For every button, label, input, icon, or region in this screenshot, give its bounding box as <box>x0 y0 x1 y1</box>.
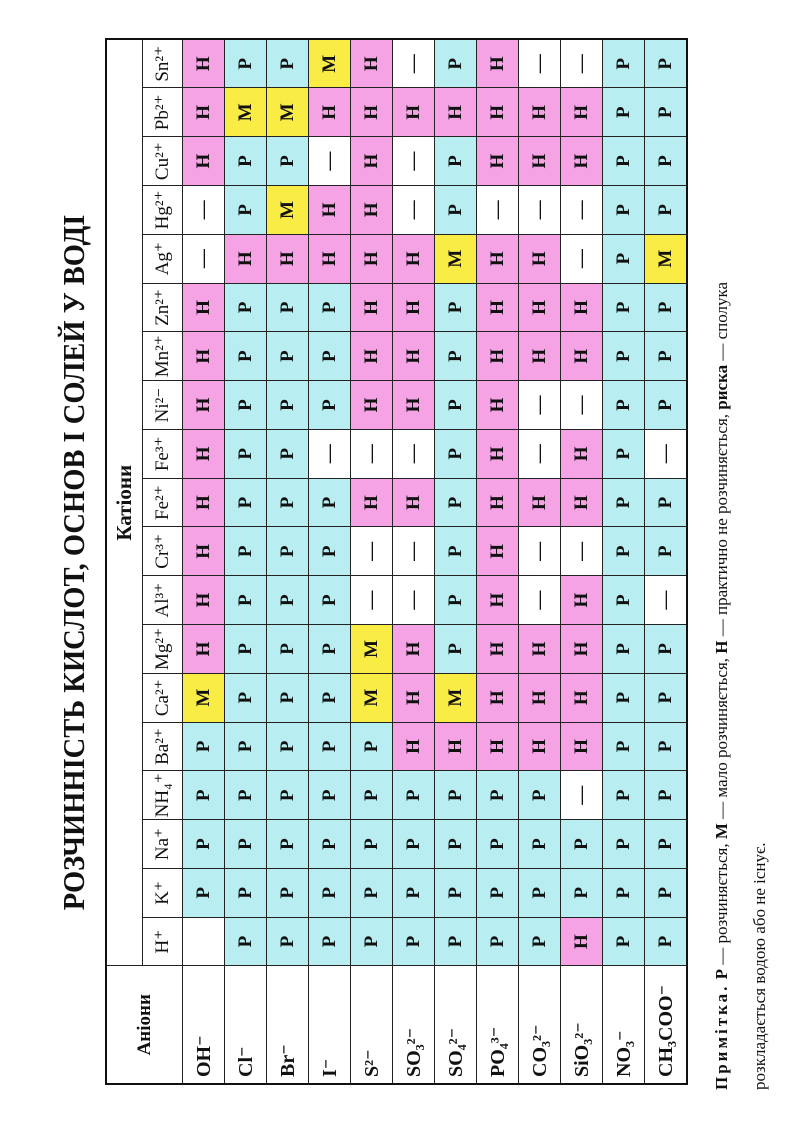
solubility-cell: Р <box>603 381 645 430</box>
table-row <box>561 39 603 1084</box>
solubility-cell: — <box>561 234 603 283</box>
solubility-cell: М <box>351 625 393 674</box>
note-p-symbol: Р <box>712 968 731 980</box>
solubility-cell: Р <box>645 625 688 674</box>
page-title: РОЗЧИННІСТЬ КИСЛОТ, ОСНОВ І СОЛЕЙ У ВОДІ <box>56 214 91 911</box>
anion-label: SO₄²⁻ <box>435 966 477 1084</box>
solubility-cell: Н <box>519 625 561 674</box>
solubility-cell: Н <box>519 332 561 381</box>
solubility-cell: Р <box>603 820 645 869</box>
solubility-cell: Н <box>519 478 561 527</box>
solubility-cell: Р <box>645 478 688 527</box>
solubility-cell: — <box>519 186 561 235</box>
solubility-cell: Р <box>645 917 688 966</box>
solubility-cell: М <box>225 88 267 137</box>
solubility-cell: Н <box>309 186 351 235</box>
solubility-cell: М <box>435 673 477 722</box>
solubility-cell: Р <box>225 381 267 430</box>
solubility-cell: Н <box>477 478 519 527</box>
solubility-cell: М <box>309 39 351 88</box>
cation-label: Mg²⁺ <box>143 625 183 674</box>
solubility-cell: Р <box>225 673 267 722</box>
solubility-cell: Р <box>267 673 309 722</box>
solubility-cell: Н <box>351 332 393 381</box>
solubility-cell: Р <box>351 917 393 966</box>
solubility-cell: Н <box>519 137 561 186</box>
solubility-cell: — <box>351 527 393 576</box>
solubility-cell: Р <box>603 673 645 722</box>
table-row <box>393 39 435 1084</box>
solubility-cell: Н <box>561 88 603 137</box>
cation-label: Cu²⁺ <box>143 137 183 186</box>
table-row <box>603 39 645 1084</box>
solubility-cell: М <box>645 234 688 283</box>
solubility-cell: Н <box>183 527 225 576</box>
solubility-cell: — <box>561 186 603 235</box>
anion-label: S²⁻ <box>351 966 393 1084</box>
solubility-cell: Р <box>309 625 351 674</box>
solubility-cell: Н <box>351 39 393 88</box>
solubility-cell: — <box>393 137 435 186</box>
solubility-cell: Р <box>267 381 309 430</box>
solubility-cell: Р <box>519 868 561 917</box>
cation-label: H⁺ <box>143 917 183 966</box>
solubility-cell: Р <box>267 868 309 917</box>
solubility-cell: Р <box>267 625 309 674</box>
solubility-cell <box>183 917 225 966</box>
solubility-cell: Н <box>477 137 519 186</box>
solubility-cell: — <box>393 527 435 576</box>
solubility-cell: М <box>351 673 393 722</box>
solubility-cell: Р <box>603 234 645 283</box>
solubility-cell: Н <box>561 478 603 527</box>
solubility-cell: Н <box>477 625 519 674</box>
solubility-cell: Р <box>309 576 351 625</box>
solubility-cell: Р <box>267 917 309 966</box>
footnote-line-2: розкладається водою або не існує. <box>750 842 769 1090</box>
solubility-cell: Н <box>393 625 435 674</box>
anion-label: Cl⁻ <box>225 966 267 1084</box>
solubility-cell: Р <box>225 186 267 235</box>
solubility-cell: Н <box>561 917 603 966</box>
solubility-cell: Н <box>267 234 309 283</box>
solubility-cell: Р <box>183 820 225 869</box>
solubility-cell: Р <box>519 771 561 820</box>
solubility-cell: Н <box>183 381 225 430</box>
table-row <box>645 39 688 1084</box>
cation-label: Cr³⁺ <box>143 527 183 576</box>
solubility-cell: Н <box>477 527 519 576</box>
solubility-cell: Р <box>603 722 645 771</box>
table-row <box>309 39 351 1084</box>
solubility-cell: Р <box>225 283 267 332</box>
solubility-cell: Н <box>351 381 393 430</box>
solubility-cell: Н <box>477 673 519 722</box>
table-row <box>435 39 477 1084</box>
solubility-cell: Н <box>309 234 351 283</box>
solubility-cell: Р <box>645 137 688 186</box>
solubility-cell: — <box>519 381 561 430</box>
solubility-cell: Р <box>435 137 477 186</box>
solubility-cell: Н <box>519 234 561 283</box>
footnote <box>703 30 779 1090</box>
solubility-cell: Н <box>393 478 435 527</box>
solubility-cell: Р <box>225 478 267 527</box>
solubility-cell: Н <box>393 332 435 381</box>
solubility-cell: Р <box>603 868 645 917</box>
solubility-cell: Р <box>645 88 688 137</box>
solubility-cell: Н <box>477 39 519 88</box>
solubility-cell: Р <box>477 917 519 966</box>
solubility-cell: Н <box>183 478 225 527</box>
solubility-cell: Р <box>309 283 351 332</box>
solubility-cell: М <box>267 88 309 137</box>
solubility-cell: Н <box>435 88 477 137</box>
solubility-cell: Р <box>225 917 267 966</box>
solubility-cell: Н <box>309 88 351 137</box>
cation-label: Al³⁺ <box>143 576 183 625</box>
solubility-cell: Р <box>267 771 309 820</box>
solubility-cell: Р <box>267 576 309 625</box>
note-n-symbol: Н <box>712 640 731 654</box>
solubility-cell: — <box>183 186 225 235</box>
solubility-cell: Р <box>309 673 351 722</box>
solubility-cell: Р <box>645 722 688 771</box>
solubility-cell: Н <box>393 283 435 332</box>
solubility-cell: — <box>561 381 603 430</box>
solubility-cell: — <box>519 429 561 478</box>
solubility-cell: Н <box>351 137 393 186</box>
cation-label: Pb²⁺ <box>143 88 183 137</box>
solubility-cell: Р <box>435 478 477 527</box>
cation-label: Ba²⁺ <box>143 722 183 771</box>
solubility-cell: Н <box>183 283 225 332</box>
solubility-cell: Р <box>309 917 351 966</box>
solubility-cell: — <box>393 429 435 478</box>
solubility-cell: Р <box>267 332 309 381</box>
cation-label: Hg²⁺ <box>143 186 183 235</box>
solubility-cell: Р <box>645 673 688 722</box>
solubility-cell: Р <box>393 771 435 820</box>
cation-label: K⁺ <box>143 868 183 917</box>
solubility-cell: Р <box>435 39 477 88</box>
solubility-cell: Р <box>267 820 309 869</box>
solubility-cell: Н <box>519 88 561 137</box>
solubility-cell: Р <box>645 527 688 576</box>
anion-label: NO₃⁻ <box>603 966 645 1084</box>
solubility-cell: Р <box>645 39 688 88</box>
solubility-cell: Н <box>519 673 561 722</box>
solubility-cell: Р <box>351 868 393 917</box>
solubility-cell: Н <box>183 332 225 381</box>
solubility-cell: Р <box>267 527 309 576</box>
note-p-text: — розчиняється, <box>712 839 731 969</box>
cation-label: Ni²⁻ <box>143 381 183 430</box>
solubility-cell: Р <box>561 868 603 917</box>
note-prefix: Примітка. <box>712 983 731 1090</box>
solubility-cell: Р <box>603 625 645 674</box>
solubility-cell: Р <box>225 429 267 478</box>
cation-label: NH₄⁺ <box>143 771 183 820</box>
solubility-cell: Р <box>267 722 309 771</box>
solubility-cell: Р <box>435 576 477 625</box>
solubility-cell: М <box>435 234 477 283</box>
solubility-cell: Р <box>225 39 267 88</box>
note-m-text: — мало розчиняється, <box>712 653 731 824</box>
table-row <box>183 39 225 1084</box>
solubility-cell: Р <box>393 917 435 966</box>
solubility-cell: Н <box>225 234 267 283</box>
solubility-cell: Р <box>435 527 477 576</box>
anion-label: OH⁻ <box>183 966 225 1084</box>
solubility-cell: Р <box>435 868 477 917</box>
solubility-cell: — <box>645 429 688 478</box>
solubility-cell: — <box>351 429 393 478</box>
solubility-cell: Н <box>351 478 393 527</box>
solubility-cell: — <box>561 771 603 820</box>
solubility-cell: — <box>183 234 225 283</box>
solubility-cell: — <box>309 137 351 186</box>
solubility-cell: Н <box>561 673 603 722</box>
solubility-cell: Н <box>183 137 225 186</box>
solubility-cell: — <box>645 576 688 625</box>
cation-label: Fe³⁺ <box>143 429 183 478</box>
solubility-cell: Р <box>645 186 688 235</box>
cation-label: Fe²⁺ <box>143 478 183 527</box>
cation-label: Na⁺ <box>143 820 183 869</box>
solubility-cell: Р <box>435 917 477 966</box>
cation-label: Sn²⁺ <box>143 39 183 88</box>
cations-header: Катіони <box>106 39 143 966</box>
solubility-cell: Н <box>561 137 603 186</box>
solubility-cell: Р <box>351 722 393 771</box>
solubility-cell: Р <box>645 381 688 430</box>
table-row <box>519 39 561 1084</box>
cation-label: Ca²⁺ <box>143 673 183 722</box>
solubility-cell: Р <box>603 527 645 576</box>
solubility-cell: Н <box>561 722 603 771</box>
solubility-cell: Н <box>477 283 519 332</box>
solubility-cell: Р <box>225 332 267 381</box>
table-row <box>351 39 393 1084</box>
solubility-cell: Р <box>267 478 309 527</box>
table-row <box>267 39 309 1084</box>
note-n-text: — практично не розчиняється, <box>712 409 731 641</box>
footnote-line-1 <box>703 30 741 1090</box>
solubility-cell: — <box>519 576 561 625</box>
cation-label: Zn²⁺ <box>143 283 183 332</box>
solubility-cell: Р <box>309 771 351 820</box>
solubility-cell: Р <box>309 381 351 430</box>
solubility-cell: Р <box>267 429 309 478</box>
solubility-cell: Н <box>183 88 225 137</box>
solubility-cell: Р <box>225 137 267 186</box>
solubility-cell: Р <box>435 283 477 332</box>
note-dash-text: — сполука <box>712 281 731 365</box>
solubility-cell: Н <box>519 283 561 332</box>
solubility-cell: Р <box>435 625 477 674</box>
solubility-cell: Н <box>477 576 519 625</box>
note-m-symbol: М <box>712 823 731 840</box>
solubility-cell: Р <box>183 868 225 917</box>
solubility-cell: Р <box>267 283 309 332</box>
solubility-cell: Р <box>603 576 645 625</box>
solubility-cell: — <box>351 576 393 625</box>
solubility-cell: Н <box>393 234 435 283</box>
solubility-cell: Р <box>603 283 645 332</box>
solubility-cell: Р <box>603 137 645 186</box>
solubility-cell: Н <box>351 88 393 137</box>
solubility-cell: Р <box>477 771 519 820</box>
solubility-cell: М <box>267 186 309 235</box>
solubility-cell: Р <box>225 576 267 625</box>
solubility-cell: Н <box>477 332 519 381</box>
anion-label: SO₃²⁻ <box>393 966 435 1084</box>
solubility-cell: Р <box>435 381 477 430</box>
solubility-cell: Р <box>477 868 519 917</box>
solubility-cell: Р <box>225 771 267 820</box>
solubility-cell: Н <box>477 429 519 478</box>
solubility-cell: Р <box>267 39 309 88</box>
solubility-cell: Р <box>309 820 351 869</box>
solubility-cell: Н <box>183 39 225 88</box>
solubility-cell: Р <box>435 771 477 820</box>
cation-label: Ag⁺ <box>143 234 183 283</box>
solubility-cell: Н <box>477 234 519 283</box>
solubility-cell: — <box>477 186 519 235</box>
solubility-cell: Н <box>351 283 393 332</box>
solubility-cell: Р <box>225 820 267 869</box>
solubility-cell: Н <box>561 625 603 674</box>
solubility-cell: Р <box>225 868 267 917</box>
solubility-cell: Р <box>435 186 477 235</box>
cation-label: Mn²⁺ <box>143 332 183 381</box>
solubility-cell: Р <box>183 771 225 820</box>
solubility-cell: Н <box>393 722 435 771</box>
cation-label-row <box>143 39 183 1084</box>
solubility-cell: Р <box>645 332 688 381</box>
solubility-cell: Н <box>561 332 603 381</box>
anion-label: CH₃COO⁻ <box>645 966 688 1084</box>
solubility-cell: — <box>519 527 561 576</box>
note-dash-word: риска <box>712 364 731 410</box>
solubility-cell: Н <box>561 429 603 478</box>
solubility-cell: Р <box>645 868 688 917</box>
solubility-cell: Р <box>225 722 267 771</box>
solubility-cell: — <box>519 39 561 88</box>
solubility-cell: Н <box>561 283 603 332</box>
anions-header: Аніони <box>106 966 183 1084</box>
solubility-cell: Н <box>393 381 435 430</box>
solubility-cell: Р <box>309 868 351 917</box>
anion-label: SiO₃²⁻ <box>561 966 603 1084</box>
solubility-cell: Н <box>393 673 435 722</box>
solubility-cell: Р <box>603 429 645 478</box>
solubility-cell: Р <box>225 625 267 674</box>
solubility-cell: Н <box>435 722 477 771</box>
solubility-cell: — <box>393 39 435 88</box>
solubility-cell: — <box>561 527 603 576</box>
solubility-cell: Р <box>351 771 393 820</box>
solubility-cell: Р <box>477 820 519 869</box>
solubility-cell: Н <box>477 722 519 771</box>
solubility-cell: Р <box>645 820 688 869</box>
solubility-cell: Н <box>183 625 225 674</box>
solubility-cell: Р <box>645 771 688 820</box>
solubility-cell: Р <box>603 917 645 966</box>
solubility-cell: Р <box>309 527 351 576</box>
solubility-cell: Р <box>435 332 477 381</box>
solubility-cell: Н <box>183 429 225 478</box>
solubility-cell: Н <box>561 576 603 625</box>
anion-label: I⁻ <box>309 966 351 1084</box>
solubility-cell: М <box>183 673 225 722</box>
anion-label: Br⁻ <box>267 966 309 1084</box>
solubility-cell: Р <box>309 478 351 527</box>
solubility-cell: Н <box>183 576 225 625</box>
solubility-cell: Н <box>351 234 393 283</box>
solubility-cell: Р <box>603 39 645 88</box>
solubility-cell: Н <box>477 88 519 137</box>
solubility-cell: Р <box>519 917 561 966</box>
table-row <box>225 39 267 1084</box>
anion-label: PO₄³⁻ <box>477 966 519 1084</box>
solubility-cell: Р <box>603 88 645 137</box>
solubility-cell: Р <box>603 771 645 820</box>
solubility-cell: Н <box>477 381 519 430</box>
solubility-cell: Н <box>519 722 561 771</box>
solubility-cell: — <box>309 429 351 478</box>
solubility-cell: Р <box>309 722 351 771</box>
solubility-cell: Р <box>519 820 561 869</box>
solubility-cell: Р <box>267 137 309 186</box>
solubility-cell: Р <box>393 820 435 869</box>
solubility-cell: Р <box>435 820 477 869</box>
solubility-cell: — <box>393 576 435 625</box>
solubility-cell: Н <box>393 88 435 137</box>
solubility-cell: Р <box>393 868 435 917</box>
solubility-cell: Р <box>561 820 603 869</box>
solubility-cell: Р <box>435 429 477 478</box>
solubility-cell: — <box>561 39 603 88</box>
solubility-cell: Р <box>225 527 267 576</box>
solubility-cell: Р <box>183 722 225 771</box>
table-row <box>477 39 519 1084</box>
solubility-table <box>105 38 688 1085</box>
solubility-cell: Р <box>603 478 645 527</box>
anion-label: CO₃²⁻ <box>519 966 561 1084</box>
solubility-cell: — <box>393 186 435 235</box>
solubility-cell: Р <box>603 332 645 381</box>
solubility-cell: Р <box>309 332 351 381</box>
solubility-cell: Р <box>645 283 688 332</box>
solubility-cell: Р <box>351 820 393 869</box>
solubility-cell: Н <box>351 186 393 235</box>
solubility-cell: Р <box>603 186 645 235</box>
